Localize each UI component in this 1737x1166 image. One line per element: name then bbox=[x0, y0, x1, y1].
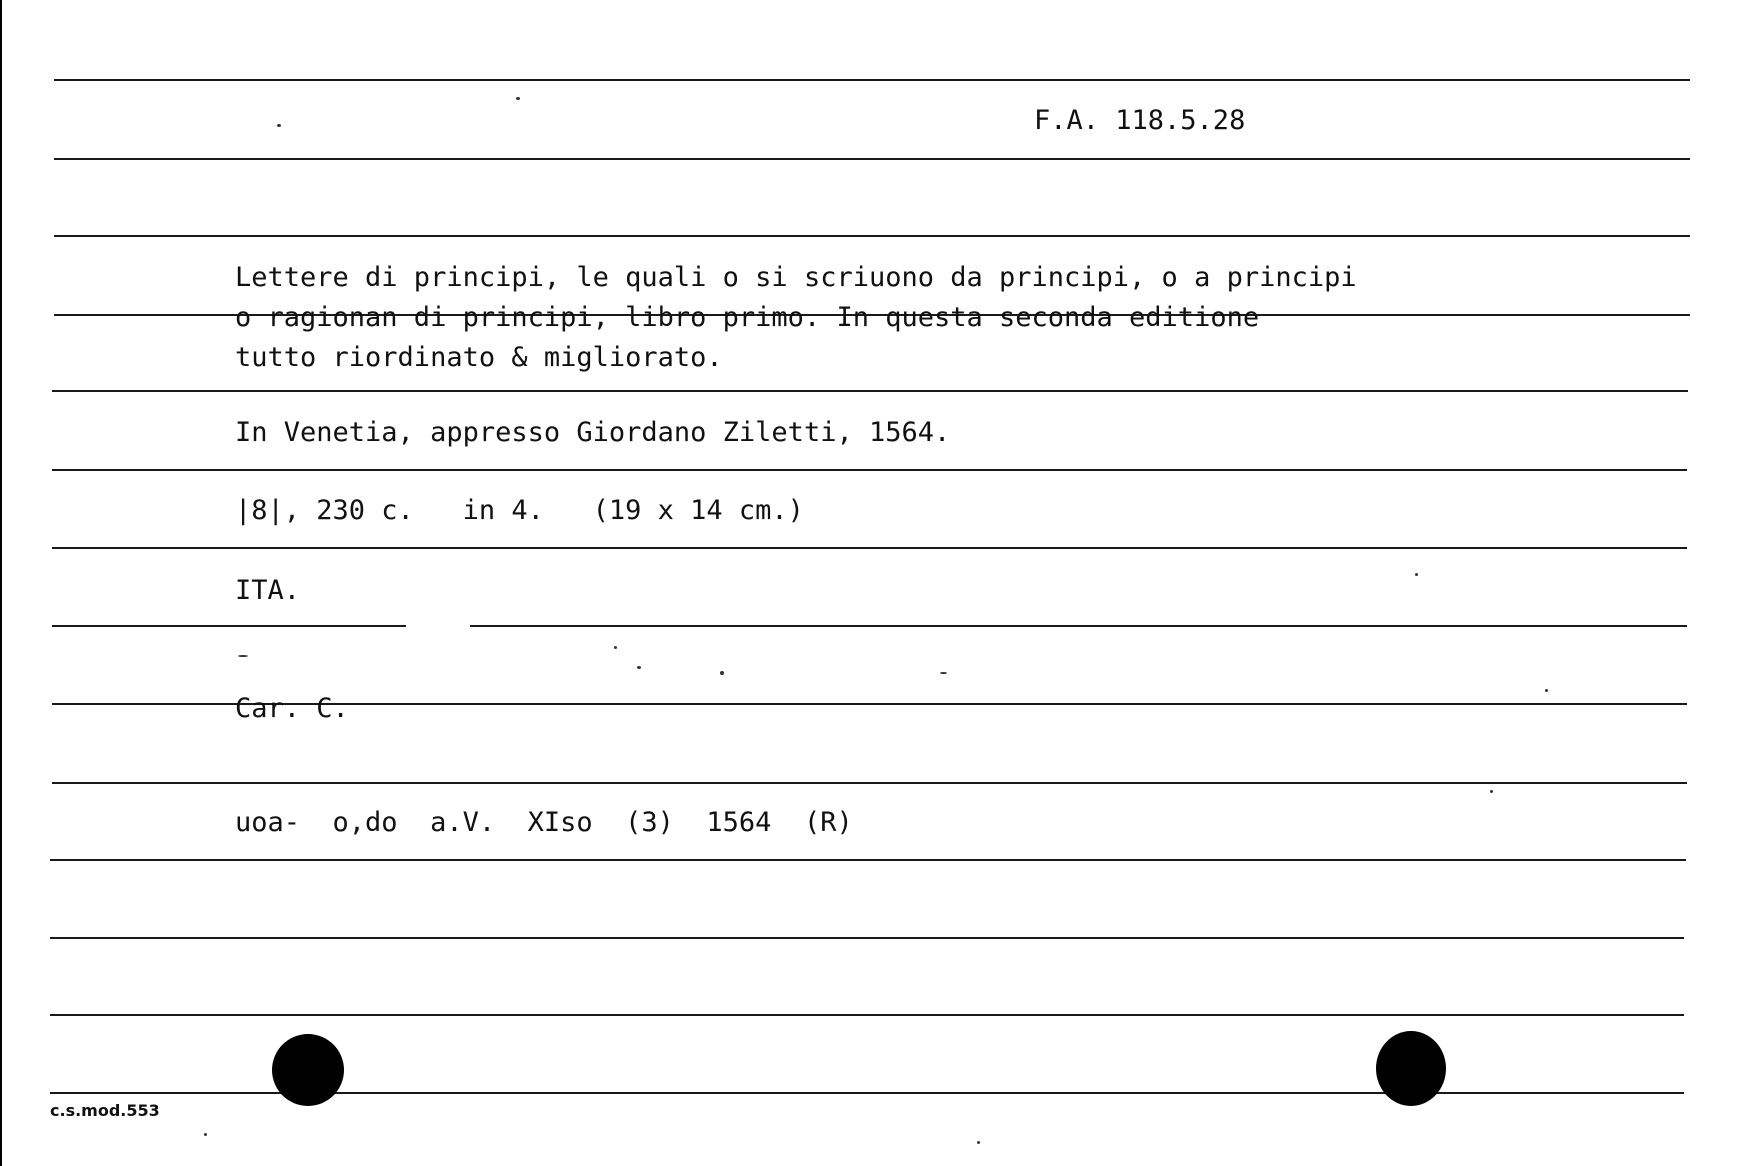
speck bbox=[204, 1133, 207, 1136]
speck bbox=[238, 655, 248, 657]
card-left-edge bbox=[0, 0, 2, 1166]
form-code: c.s.mod.553 bbox=[50, 1101, 160, 1120]
ruled-line bbox=[54, 235, 1690, 237]
speck bbox=[614, 646, 617, 649]
shelfmark: F.A. 118.5.28 bbox=[1034, 105, 1246, 136]
speck bbox=[1545, 689, 1548, 692]
ruled-line bbox=[52, 390, 1688, 392]
ruled-line bbox=[52, 782, 1687, 784]
punch-hole-left bbox=[272, 1034, 344, 1106]
title-entry bbox=[235, 258, 1357, 378]
ruled-line bbox=[50, 1014, 1684, 1016]
speck bbox=[977, 1141, 980, 1144]
language-code: ITA. bbox=[235, 575, 301, 606]
collation: |8|, 230 c. in 4. (19 x 14 cm.) bbox=[235, 495, 804, 526]
ruled-line bbox=[52, 547, 1687, 549]
speck bbox=[940, 672, 947, 674]
speck bbox=[1415, 573, 1418, 576]
fingerprint: uoa- o,do a.V. XIso (3) 1564 (R) bbox=[235, 807, 853, 838]
speck bbox=[720, 671, 724, 675]
ruled-line bbox=[54, 79, 1690, 81]
ruled-line bbox=[50, 859, 1686, 861]
note: Car. C. bbox=[235, 693, 349, 724]
ruled-line bbox=[52, 625, 406, 627]
punch-hole-right bbox=[1376, 1031, 1446, 1106]
speck bbox=[516, 97, 520, 100]
title-line-1: Lettere di principi, le quali o si scriuono da principi, o a principi bbox=[235, 262, 1357, 293]
ruled-line bbox=[54, 158, 1690, 160]
speck bbox=[637, 666, 641, 669]
title-line-2: o ragionan di principi, libro primo. In questa seconda editione bbox=[235, 302, 1260, 333]
ruled-line bbox=[470, 625, 1687, 627]
title-line-3: tutto riordinato & migliorato. bbox=[235, 342, 723, 373]
ruled-line bbox=[52, 469, 1687, 471]
ruled-line bbox=[50, 937, 1684, 939]
speck bbox=[1490, 790, 1493, 793]
speck bbox=[277, 124, 281, 127]
imprint: In Venetia, appresso Giordano Ziletti, 1564. bbox=[235, 417, 951, 448]
